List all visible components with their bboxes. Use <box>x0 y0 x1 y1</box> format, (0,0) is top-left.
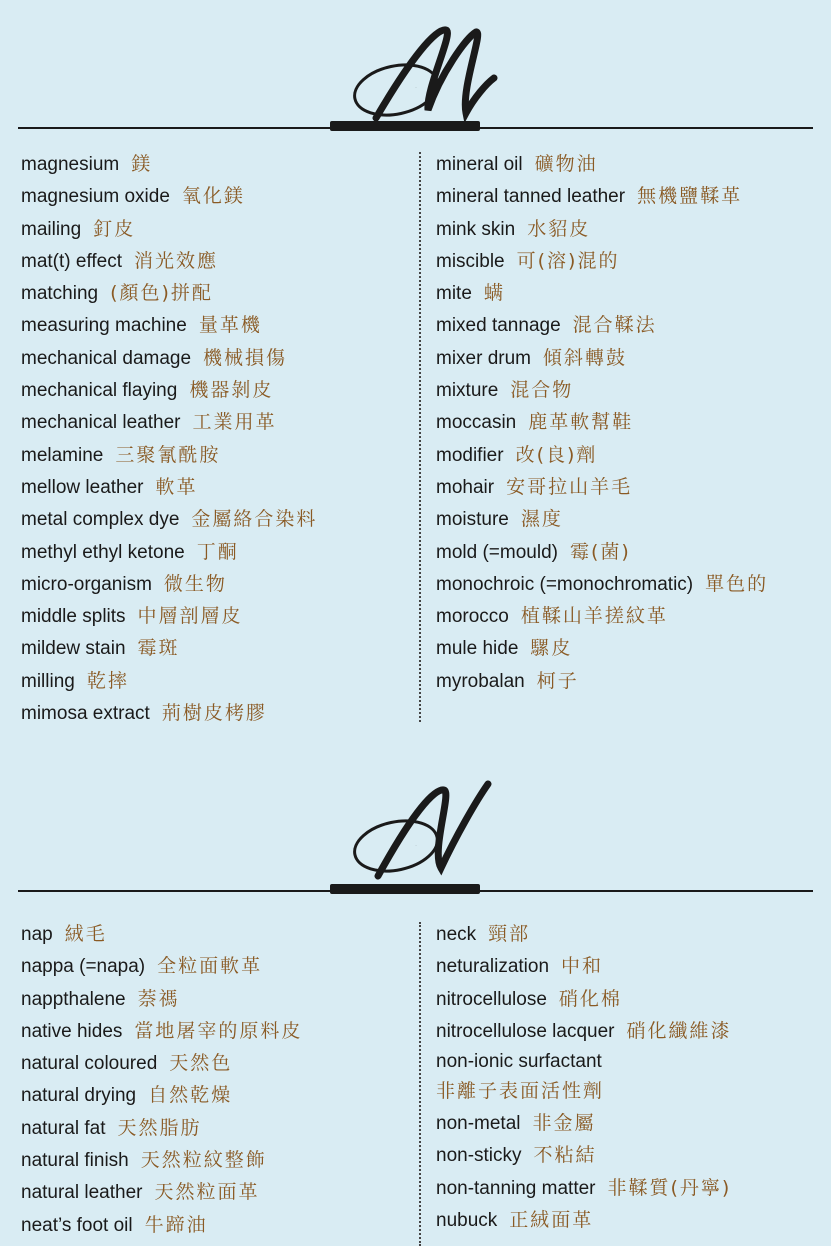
entry-term: mink skin <box>436 218 516 240</box>
entry-row <box>436 1172 732 1204</box>
entry-row <box>21 1144 302 1176</box>
section-m-right-column <box>436 148 768 697</box>
entry-row <box>436 983 732 1015</box>
entry-translation: 中層剖層皮 <box>137 605 243 628</box>
entry-term: natural finish <box>21 1150 129 1172</box>
entry-term: moisture <box>436 509 509 531</box>
entry-translation: 單色的 <box>705 572 769 595</box>
entry-row <box>21 1176 302 1208</box>
svg-text:N: N <box>415 846 416 847</box>
entry-translation: 混合鞣法 <box>572 314 657 337</box>
entry-translation: 鹿革軟幫鞋 <box>528 411 634 434</box>
entry-term: mixer drum <box>436 347 532 369</box>
entry-row <box>436 600 768 632</box>
section-m-rule-accent <box>330 121 480 131</box>
entry-translation: 量革機 <box>198 314 262 337</box>
entry-translation: 乾摔 <box>86 669 129 692</box>
entry-translation: 頸部 <box>488 923 531 945</box>
entry-translation: 正絨面革 <box>509 1209 594 1232</box>
entry-term: mite <box>436 283 472 305</box>
entry-term: miscible <box>436 250 505 272</box>
entry-term: neat’s foot oil <box>21 1214 133 1236</box>
entry-term: morocco <box>436 606 509 628</box>
entry-translation: 硝化纖維漆 <box>626 1019 732 1042</box>
entry-translation: 霉斑 <box>137 637 180 660</box>
entry-row <box>436 277 768 309</box>
entry-row <box>436 471 768 503</box>
entry-term: middle splits <box>21 606 126 628</box>
entry-row <box>21 1079 302 1111</box>
entry-translation: 三聚氰酰胺 <box>115 443 221 466</box>
entry-row <box>436 180 768 212</box>
entry-term: mineral tanned leather <box>436 186 626 208</box>
entry-translation: 霉(菌) <box>569 540 631 563</box>
entry-translation: 混合物 <box>510 379 574 402</box>
entry-row <box>21 213 317 245</box>
entry-term: mineral oil <box>436 154 523 175</box>
entry-translation: 非鞣質(丹寧) <box>607 1176 732 1199</box>
entry-term: milling <box>21 670 75 692</box>
entry-term: non-tanning matter <box>436 1177 596 1199</box>
entry-row <box>436 342 768 374</box>
entry-term: mixture <box>436 380 499 402</box>
entry-row <box>21 568 317 600</box>
entry-translation: 當地屠宰的原料皮 <box>134 1019 303 1042</box>
entry-term: mechanical damage <box>21 347 192 369</box>
entry-row <box>436 632 768 664</box>
entry-term: natural fat <box>21 1117 106 1139</box>
entry-translation: 騾皮 <box>530 637 573 660</box>
entry-row <box>21 471 317 503</box>
entry-row <box>436 918 732 950</box>
entry-term: myrobalan <box>436 670 525 692</box>
entry-term: nitrocellulose lacquer <box>436 1020 615 1042</box>
entry-term: metal complex dye <box>21 509 180 531</box>
entry-row <box>436 1015 732 1047</box>
entry-term: nappa (=napa) <box>21 956 146 978</box>
entry-term: mildew stain <box>21 638 126 660</box>
entry-term: mat(t) effect <box>21 250 123 272</box>
entry-row <box>436 950 732 982</box>
entry-row <box>436 245 768 277</box>
entry-term: nitrocellulose <box>436 988 547 1010</box>
entry-row <box>21 1209 302 1241</box>
entry-row <box>21 600 317 632</box>
column-divider-n <box>419 922 421 1246</box>
entry-translation: 金屬絡合染料 <box>191 508 318 531</box>
entry-row <box>21 374 317 406</box>
entry-term: micro-organism <box>21 573 152 595</box>
entry-row <box>436 665 768 697</box>
entry-term: mechanical flaying <box>21 380 178 402</box>
entry-translation: 工業用革 <box>192 411 277 434</box>
entry-translation: 植鞣山羊搓紋革 <box>520 605 668 628</box>
entry-term: native hides <box>21 1020 123 1042</box>
entry-translation: 自然乾燥 <box>148 1084 233 1107</box>
entry-translation: 萘禡 <box>137 987 180 1010</box>
entry-row <box>436 309 768 341</box>
entry-term: mellow leather <box>21 476 144 498</box>
entry-term: mohair <box>436 476 495 498</box>
entry-translation: 天然粒紋整飾 <box>140 1149 267 1172</box>
entry-translation: 天然粒面革 <box>154 1181 260 1204</box>
entry-term: non-metal <box>436 1113 521 1135</box>
entry-row <box>21 1047 302 1079</box>
entry-translation: 螨 <box>483 282 505 305</box>
entry-translation: 安哥拉山羊毛 <box>506 475 633 498</box>
entry-translation: 絨毛 <box>64 923 107 945</box>
section-n-rule-accent <box>330 884 480 894</box>
entry-translation: 釘皮 <box>93 217 136 240</box>
entry-row <box>436 406 768 438</box>
entry-translation: 天然色 <box>169 1052 233 1075</box>
entry-term: natural coloured <box>21 1053 158 1075</box>
entry-row <box>21 439 317 471</box>
entry-row <box>21 950 302 982</box>
entry-row <box>436 374 768 406</box>
entry-row <box>436 213 768 245</box>
entry-row <box>436 1047 732 1107</box>
entry-row <box>21 309 317 341</box>
section-m-heading <box>0 18 831 133</box>
entry-row <box>21 1112 302 1144</box>
entry-row <box>21 342 317 374</box>
entry-translation: 可(溶)混的 <box>516 249 620 272</box>
entry-term: moccasin <box>436 412 517 434</box>
entry-translation: 柯子 <box>536 669 579 692</box>
entry-row <box>436 148 768 180</box>
script-m-letter <box>316 18 516 128</box>
entry-translation: 天然脂肪 <box>117 1116 202 1139</box>
entry-term: nappthalene <box>21 988 126 1010</box>
column-divider-m <box>419 152 421 722</box>
entry-term: mold (=mould) <box>436 541 558 563</box>
entry-row <box>436 1204 732 1236</box>
entry-term: natural leather <box>21 1182 143 1204</box>
entry-translation: 牛蹄油 <box>144 1213 208 1236</box>
entry-term: modifier <box>436 444 504 466</box>
section-n-right-column <box>436 918 732 1236</box>
entry-term: non-sticky <box>436 1145 522 1167</box>
entry-translation: 改(良)劑 <box>515 443 598 466</box>
entry-term: mixed tannage <box>436 315 561 337</box>
entry-term: melamine <box>21 444 104 466</box>
entry-row <box>436 1139 732 1171</box>
entry-row <box>436 536 768 568</box>
entry-term: mailing <box>21 218 82 240</box>
entry-row <box>21 180 317 212</box>
entry-row <box>436 503 768 535</box>
entry-term: matching <box>21 283 99 305</box>
entry-row <box>21 148 317 180</box>
entry-translation: 水貂皮 <box>527 217 591 240</box>
script-n-letter <box>316 776 516 886</box>
entry-translation: 礦物油 <box>534 153 598 175</box>
svg-text:M: M <box>414 88 417 89</box>
entry-translation: 機械損傷 <box>203 346 288 369</box>
entry-term: nubuck <box>436 1210 498 1232</box>
entry-translation: 微生物 <box>163 572 227 595</box>
entry-term: nap <box>21 924 53 945</box>
entry-row <box>21 697 317 729</box>
entry-row <box>436 439 768 471</box>
entry-row <box>21 1015 302 1047</box>
entry-translation: 傾斜轉鼓 <box>543 346 628 369</box>
entry-row <box>21 277 317 309</box>
entry-row <box>21 632 317 664</box>
entry-term: mechanical leather <box>21 412 181 434</box>
entry-row <box>436 568 768 600</box>
entry-translation: 非離子表面活性劑 <box>436 1080 605 1103</box>
entry-term: measuring machine <box>21 315 187 337</box>
section-n-heading <box>0 776 831 891</box>
entry-row <box>21 665 317 697</box>
section-m-left-column <box>21 148 317 729</box>
entry-translation: 不粘結 <box>533 1144 597 1167</box>
entry-term: mule hide <box>436 638 519 660</box>
entry-translation: 消光效應 <box>134 249 219 272</box>
entry-term: monochroic (=monochromatic) <box>436 573 694 595</box>
entry-term: magnesium <box>21 154 120 175</box>
entry-term: mimosa extract <box>21 703 150 725</box>
entry-translation: 軟革 <box>155 475 198 498</box>
entry-translation: 全粒面軟革 <box>157 955 263 978</box>
entry-translation: 硝化棉 <box>558 987 622 1010</box>
entry-translation: (顏色)拼配 <box>110 282 213 305</box>
entry-translation: 鎂 <box>131 153 153 175</box>
entry-row <box>21 503 317 535</box>
entry-translation: 丁酮 <box>196 540 239 563</box>
entry-term: magnesium oxide <box>21 186 170 208</box>
entry-translation: 非金屬 <box>532 1112 596 1135</box>
entry-row <box>436 1107 732 1139</box>
entry-translation: 濕度 <box>520 508 563 531</box>
section-n-left-column <box>21 918 302 1241</box>
entry-translation: 中和 <box>561 955 604 978</box>
entry-translation: 機器剝皮 <box>189 379 274 402</box>
entry-term: natural drying <box>21 1085 137 1107</box>
entry-term: methyl ethyl ketone <box>21 541 185 563</box>
entry-term: neturalization <box>436 956 550 978</box>
entry-translation: 荊樹皮栲膠 <box>161 702 267 725</box>
entry-term: non-ionic surfactant <box>436 1051 602 1073</box>
entry-row <box>21 983 302 1015</box>
entry-term: neck <box>436 924 477 945</box>
entry-row <box>21 245 317 277</box>
entry-row <box>21 406 317 438</box>
entry-translation: 無機鹽鞣革 <box>637 185 743 208</box>
entry-translation: 氧化鎂 <box>181 185 245 208</box>
entry-row <box>21 918 302 950</box>
entry-row <box>21 536 317 568</box>
